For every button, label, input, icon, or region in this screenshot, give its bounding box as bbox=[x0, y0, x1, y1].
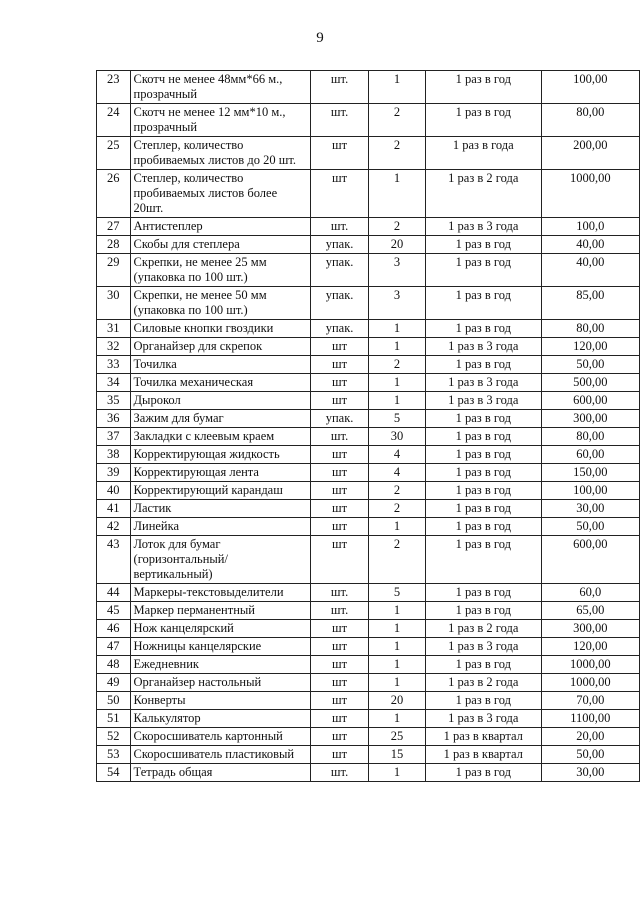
unit-cell: шт bbox=[310, 356, 368, 374]
quantity-cell: 1 bbox=[369, 518, 426, 536]
quantity-cell: 1 bbox=[369, 71, 426, 104]
frequency-cell: 1 раз в год bbox=[425, 71, 541, 104]
item-name: Зажим для бумаг bbox=[130, 410, 310, 428]
frequency-cell: 1 раз в год bbox=[425, 410, 541, 428]
unit-cell: шт bbox=[310, 620, 368, 638]
price-cell: 85,00 bbox=[541, 287, 639, 320]
frequency-cell: 1 раз в год bbox=[425, 536, 541, 584]
table-row bbox=[97, 254, 640, 287]
unit-cell: шт bbox=[310, 482, 368, 500]
price-cell: 80,00 bbox=[541, 428, 639, 446]
frequency-cell: 1 раз в год bbox=[425, 692, 541, 710]
row-number: 46 bbox=[97, 620, 131, 638]
row-number: 39 bbox=[97, 464, 131, 482]
unit-cell: упак. bbox=[310, 254, 368, 287]
item-name: Скоросшиватель картонный bbox=[130, 728, 310, 746]
quantity-cell: 2 bbox=[369, 482, 426, 500]
row-number: 48 bbox=[97, 656, 131, 674]
item-name: Конверты bbox=[130, 692, 310, 710]
price-cell: 150,00 bbox=[541, 464, 639, 482]
table-row bbox=[97, 584, 640, 602]
frequency-cell: 1 раз в 3 года bbox=[425, 338, 541, 356]
unit-cell: шт bbox=[310, 338, 368, 356]
frequency-cell: 1 раз в года bbox=[425, 137, 541, 170]
quantity-cell: 2 bbox=[369, 536, 426, 584]
item-name: Корректирующий карандаш bbox=[130, 482, 310, 500]
quantity-cell: 20 bbox=[369, 236, 426, 254]
unit-cell: шт. bbox=[310, 428, 368, 446]
table-row bbox=[97, 104, 640, 137]
unit-cell: шт bbox=[310, 710, 368, 728]
item-name: Скоросшиватель пластиковый bbox=[130, 746, 310, 764]
frequency-cell: 1 раз в квартал bbox=[425, 728, 541, 746]
quantity-cell: 1 bbox=[369, 638, 426, 656]
row-number: 51 bbox=[97, 710, 131, 728]
price-cell: 500,00 bbox=[541, 374, 639, 392]
price-cell: 120,00 bbox=[541, 638, 639, 656]
unit-cell: шт bbox=[310, 374, 368, 392]
unit-cell: шт bbox=[310, 170, 368, 218]
table-row bbox=[97, 236, 640, 254]
table-row bbox=[97, 518, 640, 536]
item-name: Скрепки, не менее 50 мм (упаковка по 100 шт.) bbox=[130, 287, 310, 320]
frequency-cell: 1 раз в 3 года bbox=[425, 218, 541, 236]
frequency-cell: 1 раз в год bbox=[425, 602, 541, 620]
quantity-cell: 1 bbox=[369, 170, 426, 218]
table-row bbox=[97, 137, 640, 170]
price-cell: 1100,00 bbox=[541, 710, 639, 728]
row-number: 43 bbox=[97, 536, 131, 584]
table-row bbox=[97, 710, 640, 728]
quantity-cell: 3 bbox=[369, 254, 426, 287]
quantity-cell: 30 bbox=[369, 428, 426, 446]
table-row bbox=[97, 356, 640, 374]
row-number: 45 bbox=[97, 602, 131, 620]
table-row bbox=[97, 410, 640, 428]
quantity-cell: 2 bbox=[369, 356, 426, 374]
price-cell: 50,00 bbox=[541, 518, 639, 536]
table-row bbox=[97, 602, 640, 620]
item-name: Ластик bbox=[130, 500, 310, 518]
row-number: 54 bbox=[97, 764, 131, 782]
unit-cell: шт bbox=[310, 656, 368, 674]
item-name: Степлер, количество пробиваемых листов более 20шт. bbox=[130, 170, 310, 218]
price-cell: 600,00 bbox=[541, 536, 639, 584]
frequency-cell: 1 раз в год bbox=[425, 320, 541, 338]
frequency-cell: 1 раз в 3 года bbox=[425, 638, 541, 656]
price-cell: 600,00 bbox=[541, 392, 639, 410]
quantity-cell: 4 bbox=[369, 464, 426, 482]
price-cell: 30,00 bbox=[541, 764, 639, 782]
unit-cell: шт. bbox=[310, 584, 368, 602]
item-name: Силовые кнопки гвоздики bbox=[130, 320, 310, 338]
row-number: 27 bbox=[97, 218, 131, 236]
table-row bbox=[97, 218, 640, 236]
price-cell: 100,00 bbox=[541, 71, 639, 104]
row-number: 33 bbox=[97, 356, 131, 374]
frequency-cell: 1 раз в 2 года bbox=[425, 170, 541, 218]
row-number: 30 bbox=[97, 287, 131, 320]
frequency-cell: 1 раз в 2 года bbox=[425, 620, 541, 638]
item-name: Органайзер для скрепок bbox=[130, 338, 310, 356]
frequency-cell: 1 раз в год bbox=[425, 428, 541, 446]
price-cell: 60,00 bbox=[541, 446, 639, 464]
unit-cell: упак. bbox=[310, 410, 368, 428]
row-number: 50 bbox=[97, 692, 131, 710]
price-cell: 40,00 bbox=[541, 236, 639, 254]
unit-cell: шт bbox=[310, 137, 368, 170]
unit-cell: шт. bbox=[310, 764, 368, 782]
frequency-cell: 1 раз в год bbox=[425, 356, 541, 374]
unit-cell: шт bbox=[310, 746, 368, 764]
price-cell: 80,00 bbox=[541, 320, 639, 338]
table-row bbox=[97, 446, 640, 464]
item-name: Органайзер настольный bbox=[130, 674, 310, 692]
table-row bbox=[97, 392, 640, 410]
item-name: Маркеры-текстовыделители bbox=[130, 584, 310, 602]
frequency-cell: 1 раз в год bbox=[425, 287, 541, 320]
unit-cell: шт bbox=[310, 692, 368, 710]
item-name: Точилка bbox=[130, 356, 310, 374]
unit-cell: шт. bbox=[310, 602, 368, 620]
row-number: 34 bbox=[97, 374, 131, 392]
table-row bbox=[97, 500, 640, 518]
row-number: 23 bbox=[97, 71, 131, 104]
row-number: 28 bbox=[97, 236, 131, 254]
unit-cell: шт. bbox=[310, 104, 368, 137]
frequency-cell: 1 раз в год bbox=[425, 464, 541, 482]
item-name: Скотч не менее 48мм*66 м., прозрачный bbox=[130, 71, 310, 104]
price-cell: 120,00 bbox=[541, 338, 639, 356]
price-cell: 1000,00 bbox=[541, 656, 639, 674]
frequency-cell: 1 раз в год bbox=[425, 764, 541, 782]
unit-cell: шт bbox=[310, 500, 368, 518]
quantity-cell: 1 bbox=[369, 374, 426, 392]
row-number: 49 bbox=[97, 674, 131, 692]
item-name: Калькулятор bbox=[130, 710, 310, 728]
item-name: Лоток для бумаг (горизонтальный/ вертикальный) bbox=[130, 536, 310, 584]
row-number: 42 bbox=[97, 518, 131, 536]
row-number: 53 bbox=[97, 746, 131, 764]
unit-cell: упак. bbox=[310, 287, 368, 320]
row-number: 25 bbox=[97, 137, 131, 170]
row-number: 24 bbox=[97, 104, 131, 137]
price-cell: 65,00 bbox=[541, 602, 639, 620]
row-number: 44 bbox=[97, 584, 131, 602]
quantity-cell: 25 bbox=[369, 728, 426, 746]
item-name: Антистеплер bbox=[130, 218, 310, 236]
price-cell: 70,00 bbox=[541, 692, 639, 710]
unit-cell: шт bbox=[310, 674, 368, 692]
quantity-cell: 1 bbox=[369, 602, 426, 620]
table-row bbox=[97, 656, 640, 674]
row-number: 31 bbox=[97, 320, 131, 338]
price-cell: 200,00 bbox=[541, 137, 639, 170]
price-cell: 30,00 bbox=[541, 500, 639, 518]
unit-cell: шт. bbox=[310, 71, 368, 104]
price-cell: 1000,00 bbox=[541, 674, 639, 692]
quantity-cell: 15 bbox=[369, 746, 426, 764]
item-name: Скрепки, не менее 25 мм (упаковка по 100 шт.) bbox=[130, 254, 310, 287]
price-cell: 100,0 bbox=[541, 218, 639, 236]
item-name: Линейка bbox=[130, 518, 310, 536]
frequency-cell: 1 раз в год bbox=[425, 584, 541, 602]
table-row bbox=[97, 728, 640, 746]
frequency-cell: 1 раз в год bbox=[425, 236, 541, 254]
unit-cell: шт bbox=[310, 392, 368, 410]
row-number: 35 bbox=[97, 392, 131, 410]
item-name: Закладки с клеевым краем bbox=[130, 428, 310, 446]
table-row bbox=[97, 692, 640, 710]
quantity-cell: 2 bbox=[369, 218, 426, 236]
unit-cell: шт bbox=[310, 638, 368, 656]
frequency-cell: 1 раз в квартал bbox=[425, 746, 541, 764]
item-name: Тетрадь общая bbox=[130, 764, 310, 782]
quantity-cell: 5 bbox=[369, 410, 426, 428]
quantity-cell: 2 bbox=[369, 137, 426, 170]
price-cell: 50,00 bbox=[541, 356, 639, 374]
item-name: Ежедневник bbox=[130, 656, 310, 674]
unit-cell: шт bbox=[310, 728, 368, 746]
table-body bbox=[97, 71, 640, 782]
row-number: 32 bbox=[97, 338, 131, 356]
unit-cell: шт bbox=[310, 446, 368, 464]
price-cell: 50,00 bbox=[541, 746, 639, 764]
table-row bbox=[97, 287, 640, 320]
unit-cell: упак. bbox=[310, 236, 368, 254]
frequency-cell: 1 раз в год bbox=[425, 254, 541, 287]
row-number: 36 bbox=[97, 410, 131, 428]
frequency-cell: 1 раз в 2 года bbox=[425, 674, 541, 692]
quantity-cell: 2 bbox=[369, 500, 426, 518]
quantity-cell: 3 bbox=[369, 287, 426, 320]
row-number: 38 bbox=[97, 446, 131, 464]
unit-cell: шт. bbox=[310, 218, 368, 236]
row-number: 26 bbox=[97, 170, 131, 218]
table-row bbox=[97, 464, 640, 482]
table-row bbox=[97, 536, 640, 584]
item-name: Нож канцелярский bbox=[130, 620, 310, 638]
table-row bbox=[97, 71, 640, 104]
quantity-cell: 1 bbox=[369, 674, 426, 692]
price-cell: 80,00 bbox=[541, 104, 639, 137]
item-name: Скобы для степлера bbox=[130, 236, 310, 254]
item-name: Степлер, количество пробиваемых листов до 20 шт. bbox=[130, 137, 310, 170]
item-name: Дырокол bbox=[130, 392, 310, 410]
item-name: Маркер перманентный bbox=[130, 602, 310, 620]
item-name: Скотч не менее 12 мм*10 м., прозрачный bbox=[130, 104, 310, 137]
price-cell: 100,00 bbox=[541, 482, 639, 500]
item-name: Корректирующая жидкость bbox=[130, 446, 310, 464]
table-row bbox=[97, 482, 640, 500]
price-cell: 300,00 bbox=[541, 620, 639, 638]
price-cell: 300,00 bbox=[541, 410, 639, 428]
unit-cell: шт bbox=[310, 536, 368, 584]
quantity-cell: 1 bbox=[369, 656, 426, 674]
frequency-cell: 1 раз в 3 года bbox=[425, 710, 541, 728]
quantity-cell: 1 bbox=[369, 392, 426, 410]
price-cell: 1000,00 bbox=[541, 170, 639, 218]
item-name: Точилка механическая bbox=[130, 374, 310, 392]
quantity-cell: 1 bbox=[369, 338, 426, 356]
unit-cell: упак. bbox=[310, 320, 368, 338]
table-row bbox=[97, 764, 640, 782]
frequency-cell: 1 раз в год bbox=[425, 500, 541, 518]
table-row bbox=[97, 620, 640, 638]
row-number: 41 bbox=[97, 500, 131, 518]
quantity-cell: 5 bbox=[369, 584, 426, 602]
table-row bbox=[97, 674, 640, 692]
price-cell: 40,00 bbox=[541, 254, 639, 287]
price-cell: 60,0 bbox=[541, 584, 639, 602]
table-row bbox=[97, 338, 640, 356]
unit-cell: шт bbox=[310, 464, 368, 482]
unit-cell: шт bbox=[310, 518, 368, 536]
row-number: 52 bbox=[97, 728, 131, 746]
item-name: Корректирующая лента bbox=[130, 464, 310, 482]
page-number: 9 bbox=[316, 30, 324, 46]
row-number: 37 bbox=[97, 428, 131, 446]
price-cell: 20,00 bbox=[541, 728, 639, 746]
frequency-cell: 1 раз в год bbox=[425, 104, 541, 137]
table-row bbox=[97, 746, 640, 764]
table-row bbox=[97, 374, 640, 392]
row-number: 40 bbox=[97, 482, 131, 500]
frequency-cell: 1 раз в 3 года bbox=[425, 392, 541, 410]
quantity-cell: 1 bbox=[369, 764, 426, 782]
table-row bbox=[97, 320, 640, 338]
quantity-cell: 20 bbox=[369, 692, 426, 710]
quantity-cell: 4 bbox=[369, 446, 426, 464]
table-row bbox=[97, 638, 640, 656]
row-number: 29 bbox=[97, 254, 131, 287]
row-number: 47 bbox=[97, 638, 131, 656]
quantity-cell: 2 bbox=[369, 104, 426, 137]
frequency-cell: 1 раз в год bbox=[425, 482, 541, 500]
item-name: Ножницы канцелярские bbox=[130, 638, 310, 656]
quantity-cell: 1 bbox=[369, 320, 426, 338]
frequency-cell: 1 раз в год bbox=[425, 656, 541, 674]
frequency-cell: 1 раз в год bbox=[425, 446, 541, 464]
supplies-table bbox=[96, 70, 640, 782]
quantity-cell: 1 bbox=[369, 620, 426, 638]
frequency-cell: 1 раз в 3 года bbox=[425, 374, 541, 392]
frequency-cell: 1 раз в год bbox=[425, 518, 541, 536]
table-row bbox=[97, 170, 640, 218]
table-row bbox=[97, 428, 640, 446]
quantity-cell: 1 bbox=[369, 710, 426, 728]
